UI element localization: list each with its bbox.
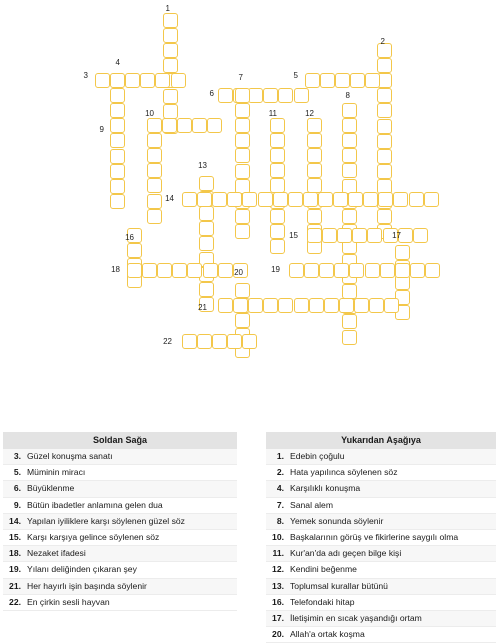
down-clue-list — [266, 449, 496, 643]
grid-cell[interactable] — [177, 118, 192, 133]
clue-row — [3, 465, 237, 481]
grid-cell[interactable] — [288, 192, 303, 207]
grid-cell[interactable] — [182, 334, 197, 349]
grid-cell[interactable] — [199, 176, 214, 191]
clue-text: Yemek sonunda söylenir — [290, 515, 384, 526]
grid-cell[interactable] — [227, 334, 242, 349]
grid-cell[interactable] — [127, 263, 142, 278]
grid-cell[interactable] — [162, 118, 177, 133]
grid-cell[interactable] — [342, 118, 357, 133]
grid-cell[interactable] — [110, 118, 125, 133]
clue-row — [266, 498, 496, 514]
grid-cell[interactable] — [263, 88, 278, 103]
grid-cell[interactable] — [110, 88, 125, 103]
clue-number-label: 13 — [198, 161, 207, 170]
clue-number: 2. — [276, 467, 284, 478]
grid-cell[interactable] — [147, 178, 162, 193]
clue-row — [3, 579, 237, 595]
grid-cell[interactable] — [342, 209, 357, 224]
grid-cell[interactable] — [140, 73, 155, 88]
clue-text: Toplumsal kurallar bütünü — [290, 580, 388, 591]
grid-cell[interactable] — [425, 263, 440, 278]
clue-text: Telefondaki hitap — [290, 596, 355, 607]
grid-cell[interactable] — [278, 88, 293, 103]
grid-cell[interactable] — [197, 334, 212, 349]
grid-cell[interactable] — [377, 119, 392, 134]
grid-cell[interactable] — [342, 148, 357, 163]
clue-row — [3, 595, 237, 611]
grid-cell[interactable] — [182, 192, 197, 207]
grid-cell[interactable] — [377, 88, 392, 103]
grid-cell[interactable] — [163, 28, 178, 43]
grid-cell[interactable] — [319, 263, 334, 278]
clue-number-label: 18 — [111, 265, 120, 274]
clue-number-label: 12 — [305, 109, 314, 118]
grid-cell[interactable] — [235, 133, 250, 148]
clue-number-label: 11 — [268, 109, 277, 118]
grid-cell[interactable] — [203, 263, 218, 278]
clue-number: 20. — [272, 629, 284, 640]
grid-cell[interactable] — [270, 239, 285, 254]
grid-cell[interactable] — [248, 88, 263, 103]
grid-cell[interactable] — [270, 163, 285, 178]
clue-row — [3, 481, 237, 497]
clue-row — [3, 546, 237, 562]
clue-row — [266, 579, 496, 595]
grid-cell[interactable] — [163, 89, 178, 104]
grid-cell[interactable] — [380, 263, 395, 278]
grid-cell[interactable] — [333, 192, 348, 207]
grid-cell[interactable] — [334, 263, 349, 278]
clue-number-label: 9 — [99, 125, 104, 134]
clue-number-label: 6 — [209, 89, 214, 98]
grid-cell[interactable] — [294, 88, 309, 103]
grid-cell[interactable] — [318, 192, 333, 207]
grid-cell[interactable] — [235, 88, 250, 103]
grid-cell[interactable] — [235, 148, 250, 163]
grid-cell[interactable] — [242, 334, 257, 349]
clue-number: 13. — [272, 580, 284, 591]
clue-text: Yılanı deliğinden çıkaran şey — [27, 564, 137, 575]
clue-text: Allah'a ortak koşma — [290, 629, 365, 640]
grid-cell[interactable] — [342, 103, 357, 118]
grid-cell[interactable] — [235, 313, 250, 328]
grid-cell[interactable] — [270, 133, 285, 148]
grid-cell[interactable] — [307, 163, 322, 178]
clue-number: 6. — [13, 483, 21, 494]
clue-text: Müminin miracı — [27, 467, 86, 478]
clue-number-label: 3 — [83, 71, 88, 80]
clue-number: 14. — [9, 515, 21, 526]
grid-cell[interactable] — [348, 192, 363, 207]
grid-cell[interactable] — [147, 163, 162, 178]
grid-cell[interactable] — [163, 43, 178, 58]
grid-cell[interactable] — [377, 58, 392, 73]
clue-text: Kur'an'da adı geçen bilge kişi — [290, 548, 402, 559]
clue-number: 15. — [9, 531, 21, 542]
grid-cell[interactable] — [110, 73, 125, 88]
grid-cell[interactable] — [303, 192, 318, 207]
grid-cell[interactable] — [305, 73, 320, 88]
clue-number-label: 21 — [198, 303, 207, 312]
clue-number-label: 17 — [392, 231, 401, 240]
grid-cell[interactable] — [147, 118, 162, 133]
grid-cell[interactable] — [307, 118, 322, 133]
grid-cell[interactable] — [337, 228, 352, 243]
grid-cell[interactable] — [349, 263, 364, 278]
clue-text: Bütün ibadetler anlamına gelen dua — [27, 499, 163, 510]
clue-number: 7. — [276, 499, 284, 510]
clue-number: 16. — [272, 596, 284, 607]
grid-cell[interactable] — [142, 263, 157, 278]
grid-cell[interactable] — [339, 298, 354, 313]
grid-cell[interactable] — [187, 263, 202, 278]
clue-text: Nezaket ifadesi — [27, 548, 86, 559]
clue-number-label: 5 — [293, 71, 298, 80]
grid-cell[interactable] — [335, 73, 350, 88]
grid-cell[interactable] — [342, 163, 357, 178]
clue-number-label: 14 — [165, 194, 174, 203]
clue-number: 9. — [13, 499, 21, 510]
clue-number: 11. — [272, 548, 284, 559]
grid-cell[interactable] — [157, 263, 172, 278]
clue-number-label: 1 — [165, 4, 170, 13]
grid-cell[interactable] — [95, 73, 110, 88]
clue-number: 4. — [276, 483, 284, 494]
clue-text: Başkalarının görüş ve fikirlerine saygılı olma — [290, 531, 459, 542]
grid-cell[interactable] — [192, 118, 207, 133]
grid-cell[interactable] — [235, 283, 250, 298]
grid-cell[interactable] — [409, 192, 424, 207]
clue-text: Her hayırlı işin başında söylenir — [27, 580, 147, 591]
clue-text: Güzel konuşma sanatı — [27, 451, 113, 461]
grid-cell[interactable] — [218, 298, 233, 313]
clue-number-label: 15 — [289, 231, 298, 240]
grid-cell[interactable] — [110, 103, 125, 118]
grid-cell[interactable] — [413, 228, 428, 243]
clue-number: 12. — [272, 564, 284, 575]
down-title: Yukarıdan Aşağıya — [266, 432, 496, 449]
clue-number: 22. — [9, 596, 21, 607]
grid-cell[interactable] — [248, 298, 263, 313]
grid-cell[interactable] — [110, 133, 125, 148]
grid-cell[interactable] — [309, 298, 324, 313]
grid-cell[interactable] — [307, 209, 322, 224]
grid-cell[interactable] — [155, 73, 170, 88]
grid-cell[interactable] — [377, 164, 392, 179]
clue-number-label: 16 — [125, 233, 134, 242]
grid-cell[interactable] — [304, 263, 319, 278]
grid-cell[interactable] — [235, 118, 250, 133]
grid-cell[interactable] — [377, 103, 392, 118]
grid-cell[interactable] — [278, 298, 293, 313]
grid-cell[interactable] — [342, 284, 357, 299]
grid-cell[interactable] — [395, 245, 410, 260]
grid-cell[interactable] — [324, 298, 339, 313]
clue-row — [3, 530, 237, 546]
clue-number: 17. — [272, 612, 284, 623]
grid-cell[interactable] — [197, 192, 212, 207]
grid-cell[interactable] — [218, 88, 233, 103]
grid-cell[interactable] — [307, 228, 322, 243]
grid-cell[interactable] — [395, 263, 410, 278]
grid-cell[interactable] — [147, 148, 162, 163]
clue-row — [3, 562, 237, 578]
grid-cell[interactable] — [212, 334, 227, 349]
grid-cell[interactable] — [377, 209, 392, 224]
clue-row — [266, 611, 496, 627]
clue-row — [266, 627, 496, 643]
clue-row — [266, 514, 496, 530]
grid-cell[interactable] — [384, 298, 399, 313]
grid-cell[interactable] — [199, 236, 214, 251]
grid-cell[interactable] — [342, 314, 357, 329]
down-clues-panel — [266, 432, 496, 643]
clue-number-label: 19 — [271, 265, 280, 274]
grid-cell[interactable] — [352, 228, 367, 243]
grid-cell[interactable] — [199, 221, 214, 236]
clue-row — [266, 595, 496, 611]
grid-cell[interactable] — [369, 298, 384, 313]
grid-cell[interactable] — [235, 224, 250, 239]
grid-cell[interactable] — [207, 118, 222, 133]
clue-row — [266, 449, 496, 465]
grid-cell[interactable] — [270, 209, 285, 224]
grid-cell[interactable] — [350, 73, 365, 88]
clue-number-label: 4 — [115, 58, 120, 67]
clue-number-label: 2 — [380, 37, 385, 46]
grid-cell[interactable] — [242, 192, 257, 207]
grid-cell[interactable] — [171, 73, 186, 88]
clue-text: Karşı karşıya gelince söylenen söz — [27, 531, 160, 542]
clue-text: En çirkin sesli hayvan — [27, 596, 110, 607]
clue-row — [3, 498, 237, 514]
grid-cell[interactable] — [227, 192, 242, 207]
grid-cell[interactable] — [424, 192, 439, 207]
grid-cell[interactable] — [125, 73, 140, 88]
clue-number-label: 7 — [238, 73, 243, 82]
clue-row — [266, 546, 496, 562]
grid-cell[interactable] — [410, 263, 425, 278]
clue-text: Yapılan iyiliklere karşı söylenen güzel söz — [27, 515, 185, 526]
grid-cell[interactable] — [212, 192, 227, 207]
grid-cell[interactable] — [147, 133, 162, 148]
clue-text: Kendini beğenme — [290, 564, 357, 575]
grid-cell[interactable] — [342, 330, 357, 345]
grid-cell[interactable] — [110, 179, 125, 194]
grid-cell[interactable] — [365, 73, 380, 88]
grid-cell[interactable] — [235, 209, 250, 224]
grid-cell[interactable] — [233, 298, 248, 313]
clue-row — [3, 514, 237, 530]
clue-text: Karşılıklı konuşma — [290, 483, 361, 494]
across-clue-list — [3, 449, 237, 611]
clue-number: 8. — [276, 515, 284, 526]
grid-cell[interactable] — [322, 228, 337, 243]
grid-cell[interactable] — [110, 149, 125, 164]
grid-cell[interactable] — [354, 298, 369, 313]
grid-cell[interactable] — [199, 206, 214, 221]
grid-cell[interactable] — [163, 58, 178, 73]
grid-cell[interactable] — [377, 134, 392, 149]
grid-cell[interactable] — [270, 224, 285, 239]
clue-number: 1. — [276, 451, 284, 461]
grid-cell[interactable] — [365, 263, 380, 278]
clue-row — [266, 562, 496, 578]
grid-cell[interactable] — [235, 164, 250, 179]
clue-number-label: 10 — [145, 109, 154, 118]
clue-row — [266, 465, 496, 481]
grid-cell[interactable] — [294, 298, 309, 313]
grid-cell[interactable] — [147, 209, 162, 224]
grid-cell[interactable] — [378, 192, 393, 207]
clue-number: 21. — [9, 580, 21, 591]
grid-cell[interactable] — [163, 104, 178, 119]
grid-cell[interactable] — [367, 228, 382, 243]
clue-text: İletişimin en sıcak yaşandığı ortam — [290, 612, 422, 623]
grid-cell[interactable] — [110, 194, 125, 209]
grid-cell[interactable] — [172, 263, 187, 278]
grid-cell[interactable] — [235, 103, 250, 118]
grid-cell[interactable] — [163, 13, 178, 28]
grid-cell[interactable] — [270, 118, 285, 133]
grid-cell[interactable] — [127, 243, 142, 258]
clue-row — [266, 481, 496, 497]
clue-number: 5. — [13, 467, 21, 478]
clue-number-label: 8 — [345, 91, 350, 100]
grid-cell[interactable] — [342, 133, 357, 148]
grid-cell[interactable] — [320, 73, 335, 88]
grid-cell[interactable] — [393, 192, 408, 207]
clue-number: 18. — [9, 548, 21, 559]
grid-cell[interactable] — [377, 149, 392, 164]
grid-cell[interactable] — [263, 298, 278, 313]
clue-text: Hata yapılınca söylenen söz — [290, 467, 398, 478]
grid-cell[interactable] — [307, 148, 322, 163]
clue-text: Edebin çoğulu — [290, 451, 345, 461]
across-title: Soldan Sağa — [3, 432, 237, 449]
clue-text: Sanal alem — [290, 499, 333, 510]
grid-cell[interactable] — [258, 192, 273, 207]
grid-cell[interactable] — [110, 164, 125, 179]
clue-text: Büyüklenme — [27, 483, 75, 494]
clue-number-label: 22 — [163, 337, 172, 346]
clue-number-label: 20 — [234, 268, 243, 277]
across-clues-panel — [3, 432, 237, 611]
clue-number: 19. — [9, 564, 21, 575]
clue-number: 3. — [13, 451, 21, 461]
clue-row — [266, 530, 496, 546]
grid-cell[interactable] — [307, 133, 322, 148]
grid-cell[interactable] — [289, 263, 304, 278]
grid-cell[interactable] — [273, 192, 288, 207]
grid-cell[interactable] — [270, 148, 285, 163]
grid-cell[interactable] — [199, 282, 214, 297]
clue-number: 10. — [272, 531, 284, 542]
grid-cell[interactable] — [363, 192, 378, 207]
clue-row — [3, 449, 237, 465]
